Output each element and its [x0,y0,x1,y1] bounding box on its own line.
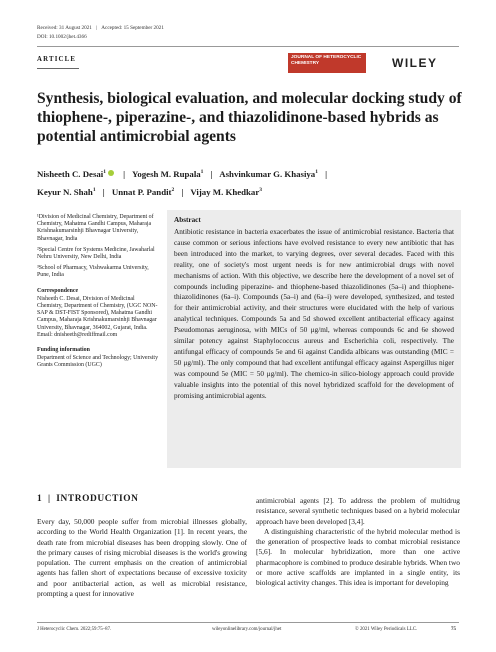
page-number: 75 [451,627,456,632]
affiliation-3: ³School of Pharmacy, Vishwakarma University, Pune, India [37,265,149,279]
footer-rule [37,622,459,623]
abstract-heading: Abstract [174,216,201,224]
author-4: Keyur N. Shah$^1$ [37,186,96,197]
funding-text: Department of Science and Technology; University Grants Commission (UGC) [37,355,159,369]
journal-badge: JOURNAL OF HETEROCYCLIC CHEMISTRY [288,53,366,73]
header-rule [37,46,459,47]
correspondence-text: Nisheeth C. Desai, Division of Medicinal Chemistry, Department of Chemistry, (UGC NON-SAP & DST-FIST Sponsored), Mahatma Gandhi Campus, Maharaja Krishnakumarsinhji Bhavnagar University, Bhavnagar, 364002, Gujarat, India. [37,295,158,331]
author-list: Nisheeth C. Desai$^1$ | Yogesh M. Rupala$^1$ | Ashvinkumar G. Khasiya$^1$ | Keyur N. Shah$^1$ | Unnat P. Pandit$^2$ | Vijay M. Khedkar$^3$ [37,168,328,197]
publisher-logo: WILEY [392,56,438,70]
affiliation-2: ²Special Centre for Systems Medicine, Jawaharlal Nehru University, New Delhi, India [37,246,155,261]
sidebar [37,214,160,374]
article-label: ARTICLE [37,56,77,63]
intro-paragraph-1-cont: antimicrobial agents [2]. To address the problem of multidrug resistance, several synthetic techniques based on a hybrid molecular approach have been developed [3,4]. [256,496,460,526]
funding-heading: Funding information [37,347,90,354]
author-6: Vijay M. Khedkar$^3$ [190,186,262,197]
correspondence-heading: Correspondence [37,287,79,294]
intro-paragraph-2: A distinguishing characteristic of the hybrid molecular method is the generation of prospective leads to combat microbial resistance [5,6]. In molecular hybridization, more than one active pharmacophore is combined to produce desirable hybrids. When two or more active scaffolds are implanted in a single entity, its biological activity changes. This idea is important for developing [256,526,460,588]
abstract-text: Antibiotic resistance in bacteria exacerbates the issue of antimicrobial resistance. Bacteria that cause common or serious infections have evolved resistance to every new antibiotic that has been introduced into the market, to varying degrees, over several decades. Faced with this reality, one of society's most urgent needs is for new antimicrobial drugs with novel mechanisms of action. With this objective, we describe here the development of a novel set of compounds including piperazine- and thiophene-based thiazolidinones (5a–i) and thiophene-thiazolidinones (6a–i). Compounds (5a–i) and (6a–i) were developed, synthesized, and tested for their antimicrobial activity, and their structures were elucidated with the help of various analytical techniques. Compounds 5a and 5d showed excellent antibacterial efficacy against Pseudomonas aeruginosa, with MICs of 50 μg/ml, whereas compounds 6c and 6e showed similar potency against Staphylococcus aureus and Escherichia coli, respectively. The antifungal efficacy of compounds 5e and 6i against Candida albicans was outstanding (MIC = 50 μg/ml). The only compound that had excellent antifungal efficacy against Aspergillus niger was compound 5e (MIC = 50 μg/ml). The chemico-in silico-biology approach could provide valuable insights into the potential of this novel hybridized scaffold for the development of promising antimicrobial agents. [174,227,454,400]
accepted-date: Accepted: 15 September 2021 [101,25,164,31]
author-5: Unnat P. Pandit$^2$ [111,186,175,197]
footer-citation: J Heterocyclic Chem. 2022;59:75–87. [37,627,112,632]
author-3: Ashvinkumar G. Khasiya$^1$ [219,168,318,179]
received-date: Received: 31 August 2021 | Accepted: 15 September 2021 [37,25,164,31]
footer-copyright: © 2021 Wiley Periodicals LLC. [355,627,418,632]
footer-url[interactable]: wileyonlinelibrary.com/journal/jhet [212,627,282,632]
correspondence-email[interactable]: Email: dnisheeth@rediffmail.com [37,331,118,338]
article-label-underline [37,68,79,69]
doi[interactable]: DOI: 10.1002/jhet.4366 [37,34,87,40]
body-column-left [37,517,247,599]
body-column-right [256,496,460,589]
author-1: Nisheeth C. Desai$^1$ [37,168,106,179]
section-heading: 1 | INTRODUCTION [37,494,139,504]
affiliation-1: ¹Division of Medicinal Chemistry, Department of Chemistry, Mahatma Gandhi Campus, Maharaja Krishnakumarsinhji Bhavnagar University, Bhavnagar, India [37,214,154,242]
abstract-box [167,210,461,468]
author-2: Yogesh M. Rupala$^1$ [131,168,204,179]
orcid-icon[interactable] [108,170,114,176]
intro-paragraph-1: Every day, 50,000 people suffer from microbial illnesses globally, according to the World Health Organization [1]. In recent years, the death rate from microbial diseases has been dropping slowly. One of the primary causes of rising microbial diseases is the world's growing population. The current emphasis on the creation of antimicrobial agents has fallen short of expectations because of excessive toxicity and poor antibacterial action, as well as microbial resistance, prompting a quest for innovative [37,517,247,599]
paper-title: Synthesis, biological evaluation, and molecular docking study of thiophene-, piperazine-, and thiazolidinone-based hybrids as potential antimicrobial agents [37,90,462,145]
